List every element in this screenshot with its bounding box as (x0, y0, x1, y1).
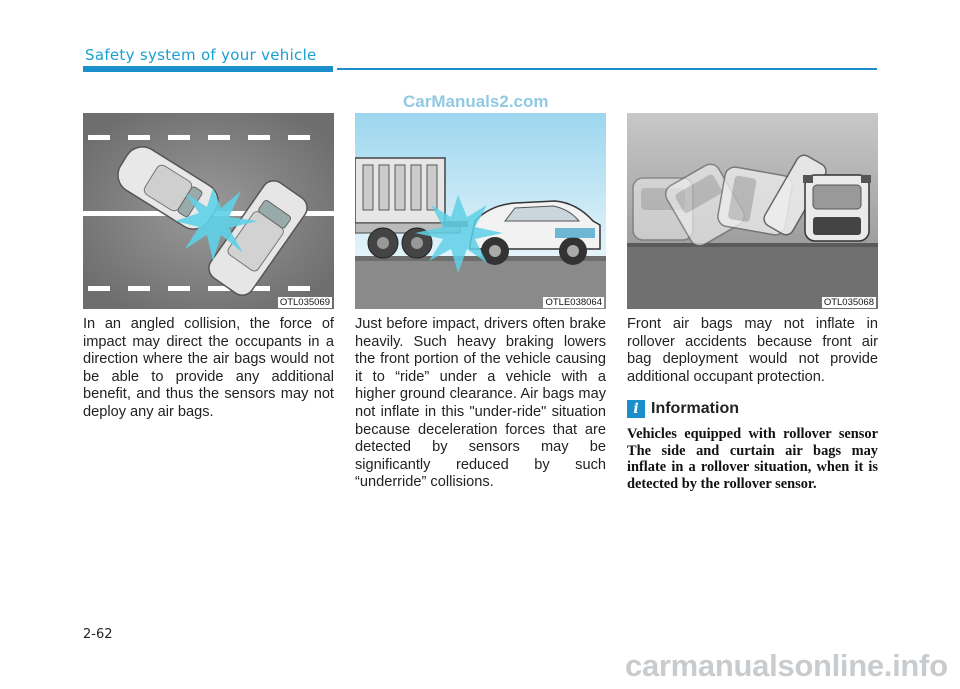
figure-code: OTL035068 (823, 297, 874, 308)
information-title: Information (651, 400, 739, 417)
body-paragraph-rollover: Front air bags may not inflate in rollover accidents because front air bag deployment would not provide additional occupant protection. (627, 316, 878, 385)
watermark-top: CarManuals2.com (403, 92, 549, 111)
header-rule (337, 68, 877, 70)
body-paragraph-underride: Just before impact, drivers often brake heavily. Such heavy braking lowers the front portion of the vehicle causing it to “ride” under a vehicle with a higher ground clearance. Air bags may not inflate in this "under-ride" situation because deceleration forces that are detected by sensors may be significantly reduced by such “underride” collisions. (355, 316, 606, 491)
rollover-illustration (627, 113, 878, 309)
angled-collision-illustration (83, 113, 334, 309)
figure-rollover (627, 113, 878, 309)
figure-code: OTL035069 (279, 297, 330, 308)
underride-collision-illustration (355, 113, 606, 309)
figure-angled-collision (83, 113, 334, 309)
figure-underride-collision (355, 113, 606, 309)
information-box (627, 400, 878, 492)
watermark-bottom: carmanualsonline.info (625, 648, 948, 683)
body-paragraph-angled-collision: In an angled collision, the force of impact may direct the occupants in a direction where the air bags would not be able to provide any additional benefit, and thus the sensors may not deploy any air bags. (83, 316, 334, 420)
info-icon: i (627, 400, 645, 418)
header-bar-accent (83, 66, 333, 72)
page-number: 2-62 (83, 627, 113, 642)
information-text: Vehicles equipped with rollover sensor The side and curtain air bags may inflate in a rollover situation, when it is detected by the rollover sensor. (627, 426, 878, 492)
section-title: Safety system of your vehicle (85, 46, 317, 64)
figure-code: OTLE038064 (545, 297, 602, 308)
